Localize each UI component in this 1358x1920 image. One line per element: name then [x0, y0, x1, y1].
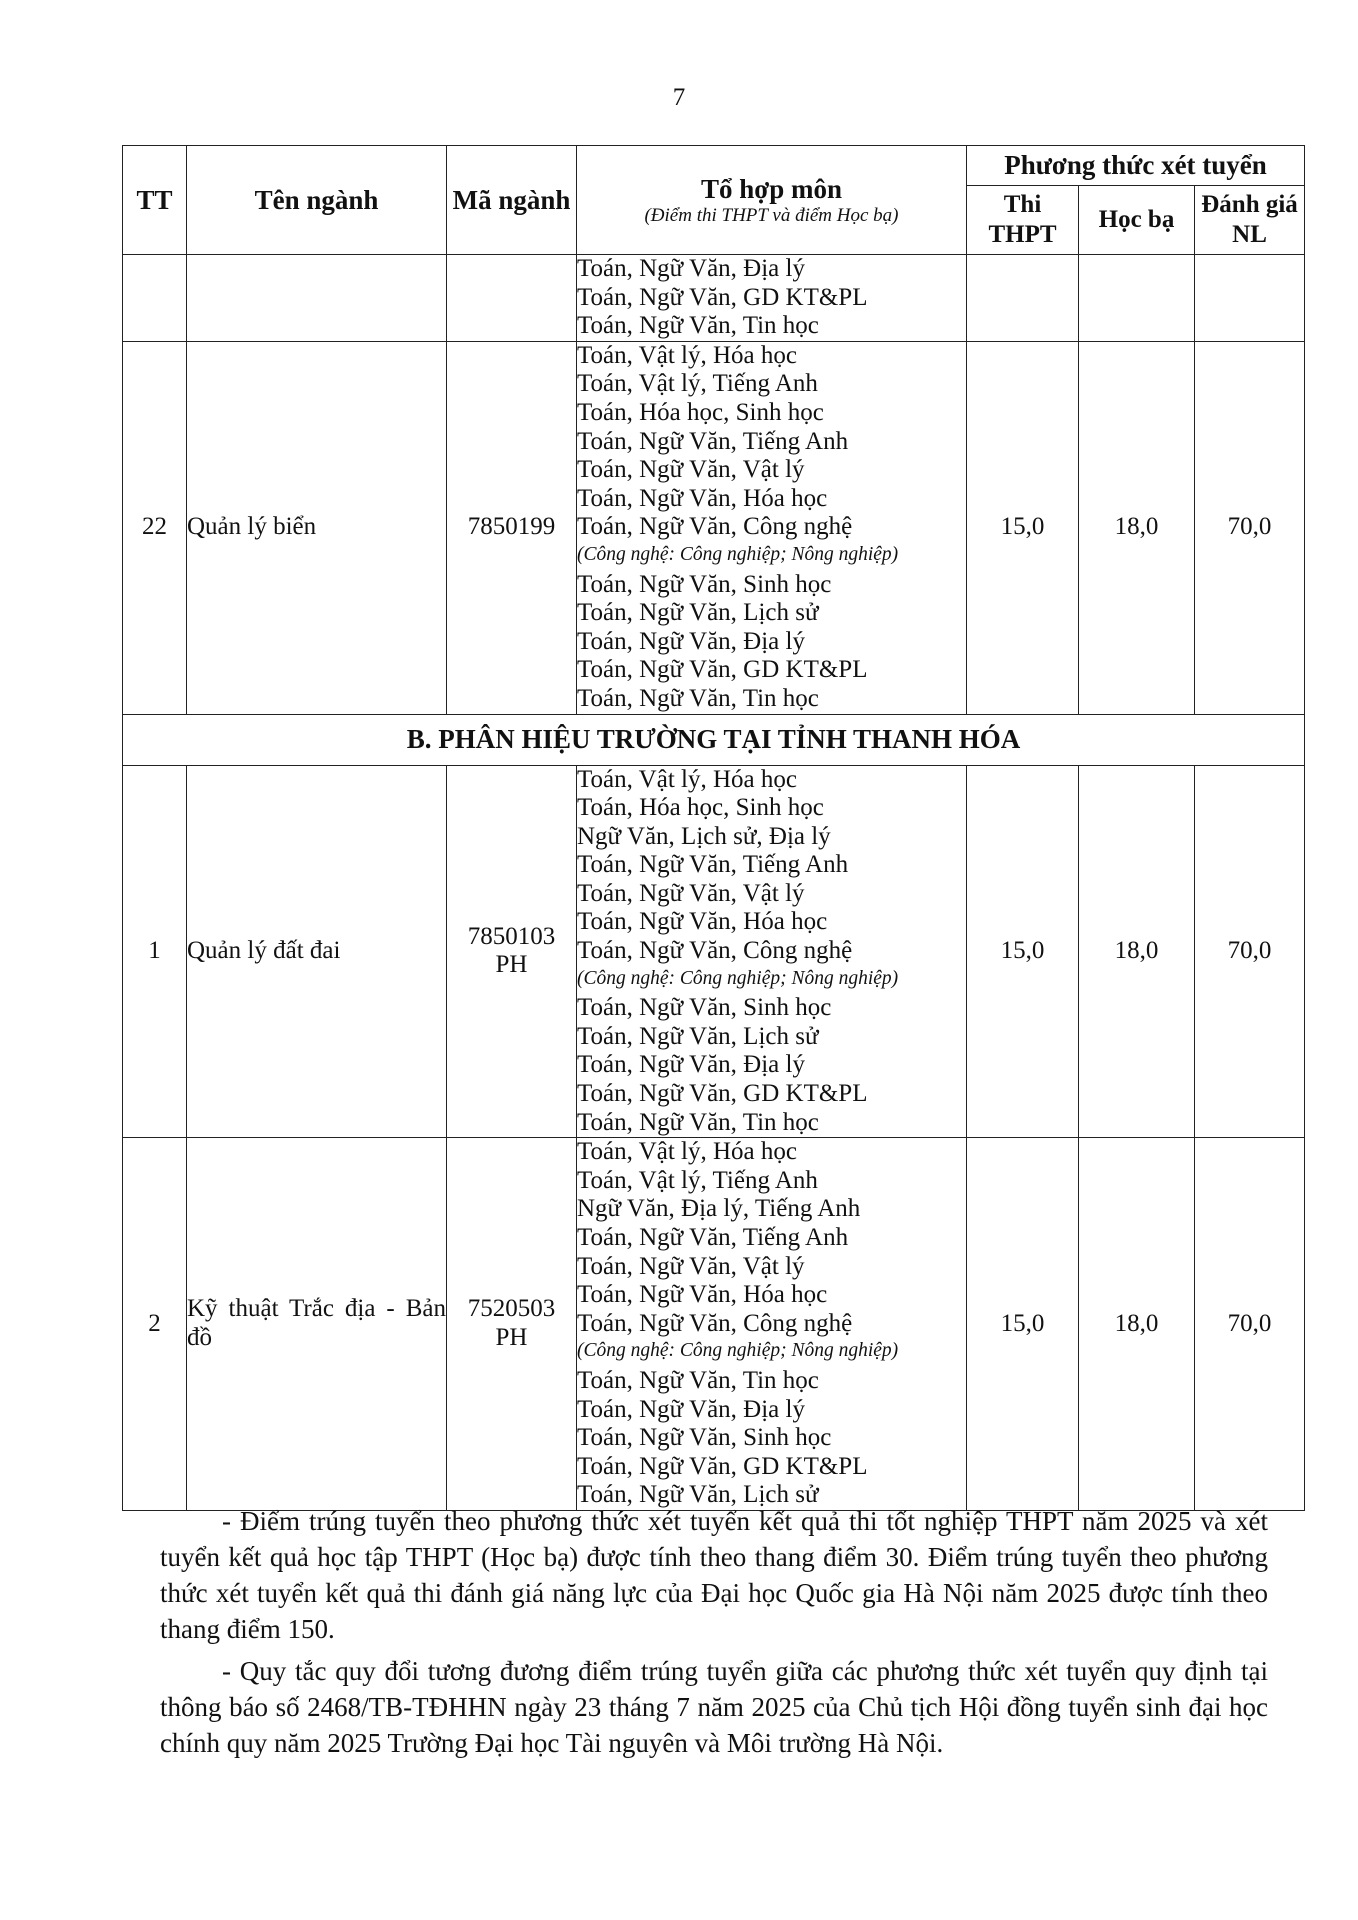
- cell-tt: [123, 255, 187, 342]
- combo-item: Toán, Ngữ Văn, Lịch sử: [577, 1022, 819, 1050]
- header-hocba: Học bạ: [1079, 186, 1195, 255]
- combo-item: Toán, Ngữ Văn, Địa lý: [577, 255, 805, 282]
- combo-item: Toán, Ngữ Văn, Địa lý: [577, 1051, 805, 1079]
- combo-item: Toán, Ngữ Văn, Sinh học: [577, 1424, 832, 1452]
- table-row: [123, 765, 1305, 1138]
- combo-item: Toán, Hóa học, Sinh học: [577, 398, 824, 426]
- combo-item: Toán, Ngữ Văn, Địa lý: [577, 627, 805, 655]
- combo-item: Toán, Ngữ Văn, Sinh học: [577, 994, 832, 1022]
- note-paragraph: - Điểm trúng tuyển theo phương thức xét tuyển kết quả thi tốt nghiệp THPT năm 2025 và xét tuyển kết quả học tập THPT (Học bạ) được tính theo thang điểm 30. Điểm trúng tuyển theo phương thức xét tuyển kết quả thi đánh giá năng lực của Đại học Quốc gia Hà Nội năm 2025 được tính theo thang điểm 150.: [160, 1506, 1268, 1644]
- cell-dgnl: 70,0: [1195, 1138, 1305, 1511]
- combo-item: Toán, Ngữ Văn, GD KT&PL: [577, 283, 868, 311]
- cell-name: [187, 255, 447, 342]
- cell-code: [447, 255, 577, 342]
- major-name: Quản lý đất đai: [187, 937, 341, 965]
- major-name: Quản lý biển: [187, 513, 317, 541]
- combo-item: Toán, Ngữ Văn, Vật lý: [577, 879, 805, 907]
- combo-item: Toán, Ngữ Văn, Tin học: [577, 312, 819, 340]
- combo-note: (Công nghệ: Công nghiệp; Nông nghiệp): [577, 967, 899, 989]
- combo-item: Toán, Vật lý, Hóa học: [577, 341, 797, 369]
- cell-dgnl: 70,0: [1195, 341, 1305, 714]
- combo-item: Toán, Vật lý, Hóa học: [577, 765, 797, 793]
- table-row: [123, 1138, 1305, 1511]
- cell-name: [187, 1138, 447, 1511]
- page-number: 7: [672, 84, 686, 111]
- code-suffix: PH: [495, 1324, 528, 1352]
- header-combo-subtitle: (Điểm thi THPT và điểm Học bạ): [644, 205, 899, 226]
- cell-hocba: [1079, 255, 1195, 342]
- header-name: Tên ngành: [187, 146, 447, 255]
- cell-tt: 2: [123, 1138, 187, 1511]
- combo-item: Toán, Ngữ Văn, Hóa học: [577, 908, 828, 936]
- section-title: B. PHÂN HIỆU TRƯỜNG TẠI TỈNH THANH HÓA: [123, 714, 1305, 765]
- cell-code: 7850199: [447, 341, 577, 714]
- table-row-continuation: [123, 255, 1305, 342]
- combo-note: (Công nghệ: Công nghiệp; Nông nghiệp): [577, 543, 899, 565]
- cell-dgnl: [1195, 255, 1305, 342]
- combo-item: Toán, Ngữ Văn, Tin học: [577, 1366, 819, 1394]
- combo-item: Toán, Ngữ Văn, Tin học: [577, 684, 819, 712]
- code-line: 7520503: [467, 1295, 556, 1323]
- note-paragraph: - Quy tắc quy đổi tương đương điểm trúng tuyển giữa các phương thức xét tuyển quy định tại thông báo số 2468/TB-TĐHHN ngày 23 tháng 7 năm 2025 của Chủ tịch Hội đồng tuyển sinh đại học chính quy năm 2025 Trường Đại học Tài nguyên và Môi trường Hà Nội.: [160, 1656, 1268, 1758]
- combo-item: Toán, Vật lý, Tiếng Anh: [577, 370, 818, 398]
- cell-hocba: 18,0: [1079, 341, 1195, 714]
- combo-item: Ngữ Văn, Lịch sử, Địa lý: [577, 822, 831, 850]
- cell-thpt: 15,0: [967, 765, 1079, 1138]
- section-row: [123, 714, 1305, 765]
- header-combo: [577, 146, 967, 255]
- notes-section: [160, 1503, 1268, 1767]
- cell-combos: [577, 1138, 967, 1511]
- cell-combos: [577, 255, 967, 342]
- cell-name: [187, 341, 447, 714]
- combo-item: Toán, Ngữ Văn, Công nghệ: [577, 937, 853, 965]
- cell-name: [187, 765, 447, 1138]
- combo-item: Toán, Ngữ Văn, Tiếng Anh: [577, 851, 849, 879]
- combo-note: (Công nghệ: Công nghiệp; Nông nghiệp): [577, 1340, 899, 1362]
- combo-item: Toán, Ngữ Văn, Công nghệ: [577, 513, 853, 541]
- code-suffix: PH: [495, 951, 528, 979]
- code-line: 7850103: [467, 922, 556, 950]
- header-dgnl: Đánh giá NL: [1195, 186, 1305, 255]
- combo-item: Toán, Ngữ Văn, GD KT&PL: [577, 1452, 868, 1480]
- header-method: Phương thức xét tuyển: [967, 146, 1305, 186]
- combo-item: Toán, Ngữ Văn, Lịch sử: [577, 599, 819, 627]
- cell-dgnl: 70,0: [1195, 765, 1305, 1138]
- combo-item: Toán, Ngữ Văn, Hóa học: [577, 1281, 828, 1309]
- cell-tt: 22: [123, 341, 187, 714]
- table-row: [123, 341, 1305, 714]
- major-name: Kỹ thuật Trắc địa - Bản đồ: [187, 1295, 446, 1352]
- combo-item: Toán, Ngữ Văn, Sinh học: [577, 570, 832, 598]
- cell-tt: 1: [123, 765, 187, 1138]
- admissions-table: [122, 145, 1305, 1511]
- cell-thpt: 15,0: [967, 341, 1079, 714]
- cell-code: [447, 765, 577, 1138]
- combo-item: Toán, Ngữ Văn, Địa lý: [577, 1395, 805, 1423]
- combo-item: Ngữ Văn, Địa lý, Tiếng Anh: [577, 1195, 861, 1223]
- combo-item: Toán, Ngữ Văn, Tiếng Anh: [577, 427, 849, 455]
- combo-item: Toán, Ngữ Văn, GD KT&PL: [577, 656, 868, 684]
- combo-item: Toán, Ngữ Văn, Lịch sử: [577, 1481, 819, 1509]
- cell-combos: [577, 341, 967, 714]
- cell-hocba: 18,0: [1079, 1138, 1195, 1511]
- cell-hocba: 18,0: [1079, 765, 1195, 1138]
- combo-item: Toán, Vật lý, Hóa học: [577, 1138, 797, 1166]
- combo-item: Toán, Ngữ Văn, Công nghệ: [577, 1309, 853, 1337]
- cell-combos: [577, 765, 967, 1138]
- cell-thpt: [967, 255, 1079, 342]
- header-thpt: Thi THPT: [967, 186, 1079, 255]
- header-code: Mã ngành: [447, 146, 577, 255]
- combo-item: Toán, Ngữ Văn, Tiếng Anh: [577, 1224, 849, 1251]
- combo-item: Toán, Ngữ Văn, Vật lý: [577, 456, 805, 484]
- header-tt: TT: [123, 146, 187, 255]
- combo-item: Toán, Vật lý, Tiếng Anh: [577, 1166, 818, 1194]
- cell-code: [447, 1138, 577, 1511]
- combo-item: Toán, Ngữ Văn, Tin học: [577, 1108, 819, 1136]
- header-combo-title: Tổ hợp môn: [701, 174, 842, 204]
- combo-item: Toán, Ngữ Văn, Hóa học: [577, 484, 828, 512]
- combo-item: Toán, Ngữ Văn, Vật lý: [577, 1252, 805, 1280]
- combo-item: Toán, Hóa học, Sinh học: [577, 794, 824, 822]
- cell-thpt: 15,0: [967, 1138, 1079, 1511]
- combo-item: Toán, Ngữ Văn, GD KT&PL: [577, 1080, 868, 1108]
